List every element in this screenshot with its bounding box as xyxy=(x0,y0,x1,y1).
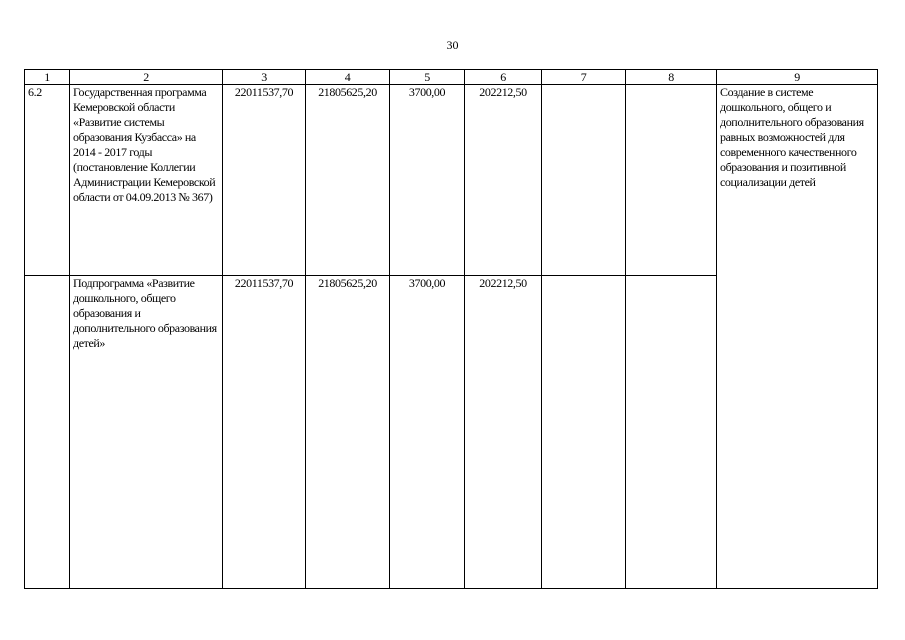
column-header-3: 3 xyxy=(223,70,306,85)
column-header-4: 4 xyxy=(306,70,390,85)
program-name-cell: Государственная программа Кемеровской области «Развитие системы образования Кузбасса» на 2014 - 2017 годы (постановление Коллегии Администрации Кемеровской области от 04.09.2013 № 367) xyxy=(70,85,223,275)
col4-value-cell: 21805625,20 xyxy=(306,275,390,588)
column-header-8: 8 xyxy=(626,70,717,85)
col3-value-cell: 22011537,70 xyxy=(223,85,306,275)
col8-value-cell xyxy=(626,85,717,275)
data-table xyxy=(24,69,878,589)
col5-value-cell: 3700,00 xyxy=(390,85,465,275)
column-header-1: 1 xyxy=(25,70,70,85)
column-header-5: 5 xyxy=(390,70,465,85)
goal-cell: Создание в системе дошкольного, общего и дополнительного образования равных возможностей для современного качественного образования и позитивной социализации детей xyxy=(717,85,878,589)
col4-value-cell: 21805625,20 xyxy=(306,85,390,275)
col3-value-cell: 22011537,70 xyxy=(223,275,306,588)
column-header-2: 2 xyxy=(70,70,223,85)
col8-value-cell xyxy=(626,275,717,588)
column-header-6: 6 xyxy=(465,70,542,85)
col7-value-cell xyxy=(542,275,626,588)
column-header-7: 7 xyxy=(542,70,626,85)
table-header-row xyxy=(25,70,878,85)
column-header-9: 9 xyxy=(717,70,878,85)
row-code: 6.2 xyxy=(25,85,70,275)
subprogram-name-cell: Подпрограмма «Развитие дошкольного, общего образования и дополнительного образования детей» xyxy=(70,275,223,588)
col7-value-cell xyxy=(542,85,626,275)
table-row-program xyxy=(25,85,878,275)
row-code xyxy=(25,275,70,588)
col6-value-cell: 202212,50 xyxy=(465,85,542,275)
page-number: 30 xyxy=(446,38,459,52)
col6-value-cell: 202212,50 xyxy=(465,275,542,588)
col5-value-cell: 3700,00 xyxy=(390,275,465,588)
